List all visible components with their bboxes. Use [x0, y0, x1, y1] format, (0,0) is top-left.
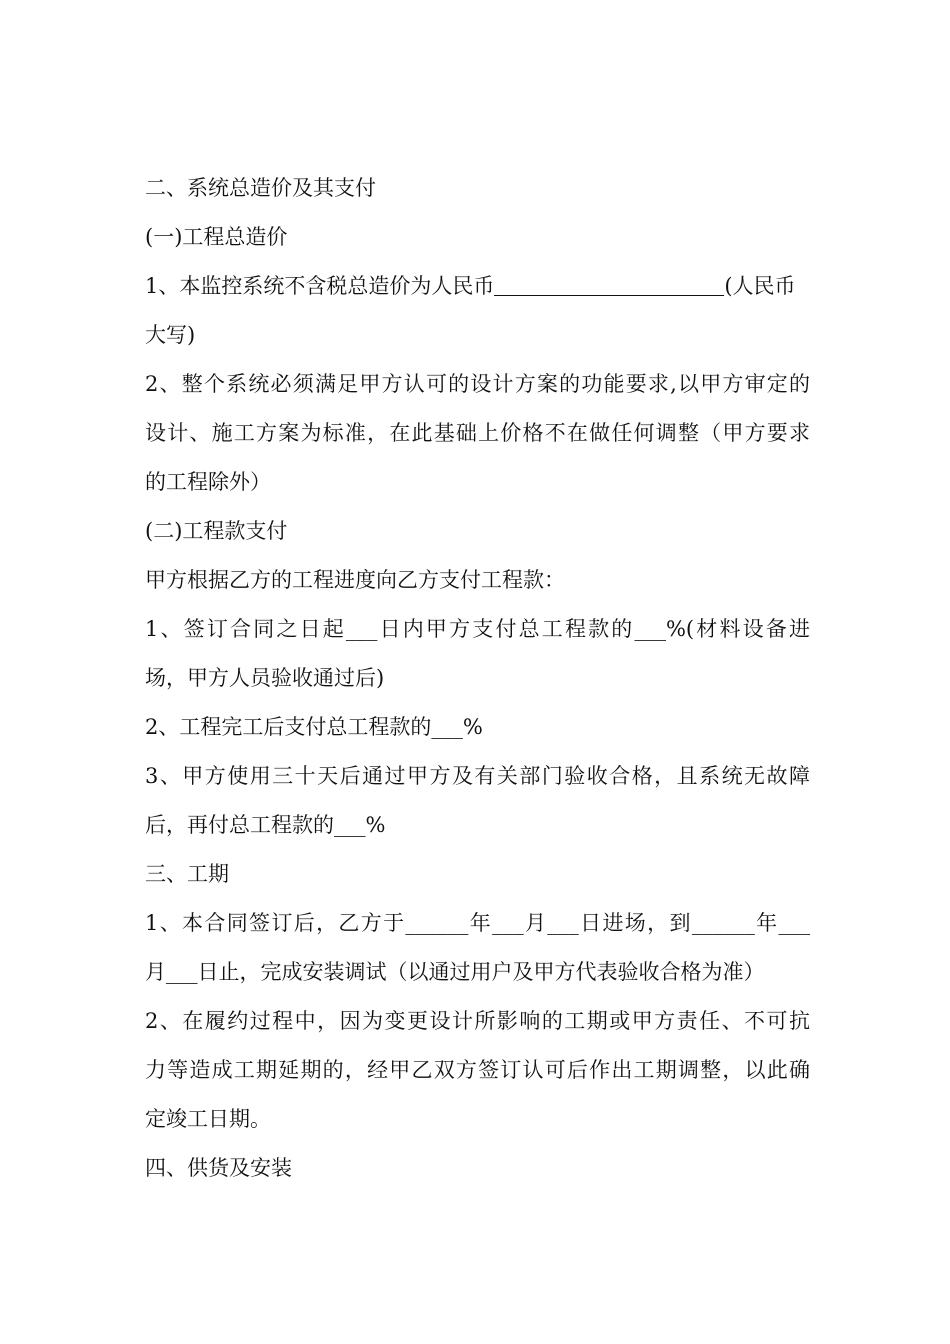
subsection-heading-1: (一)工程总造价	[145, 225, 288, 249]
section-heading-2: 二、系统总造价及其支付	[145, 176, 376, 200]
clause-text: 2、在履约过程中，因为变更设计所影响的工期或甲方责任、不可抗	[145, 1009, 810, 1033]
clause-text: 定竣工日期。	[145, 1107, 271, 1131]
clause-text: 3、甲方使用三十天后通过甲方及有关部门验收合格，且系统无故障	[145, 764, 810, 788]
section-heading-4: 四、供货及安装	[145, 1156, 292, 1180]
price-clause-text: 1、本监控系统不含税总造价为人民币	[145, 274, 495, 298]
price-clause-continuation: 大写)	[145, 323, 196, 347]
clause-text: 2、工程完工后支付总工程款的___%	[145, 715, 483, 739]
clause-text: 力等造成工期延期的，经甲乙双方签订认可后作出工期调整，以此确	[145, 1058, 810, 1082]
clause-text: 后，再付总工程款的___%	[145, 813, 386, 837]
clause-text: 2、整个系统必须满足甲方认可的设计方案的功能要求,以甲方审定的	[145, 372, 810, 396]
subsection-heading-2: (二)工程款支付	[145, 519, 288, 543]
clause-text: 设计、施工方案为标准，在此基础上价格不在做任何调整（甲方要求	[145, 421, 810, 445]
clause-text: 月___日止，完成安装调试（以通过用户及甲方代表验收合格为准）	[145, 960, 765, 984]
clause-text: 甲方根据乙方的工程进度向乙方支付工程款：	[145, 568, 565, 592]
price-clause-suffix: (人民币	[724, 274, 796, 298]
clause-text: 的工程除外）	[145, 470, 271, 494]
clause-text: 场，甲方人员验收通过后)	[145, 666, 385, 690]
clause-text: 1、本合同签订后，乙方于______年___月___日进场，到______年___	[145, 911, 810, 935]
price-blank	[494, 273, 724, 296]
price-clause-line	[145, 271, 796, 301]
section-heading-3: 三、工期	[145, 862, 229, 886]
clause-text: 1、签订合同之日起___日内甲方支付总工程款的___%(材料设备进	[145, 617, 810, 641]
